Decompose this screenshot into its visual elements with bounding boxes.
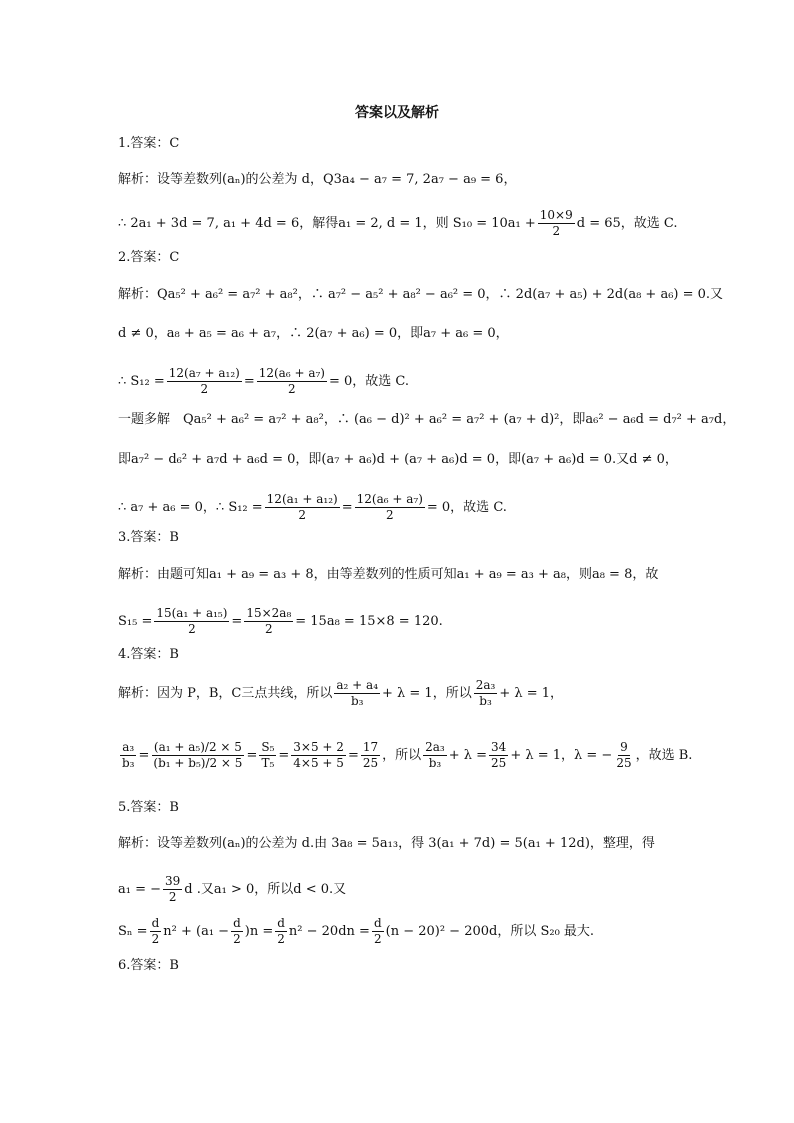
fraction: [334, 678, 380, 709]
denominator: 2: [373, 932, 382, 946]
q2-line5: [118, 450, 694, 470]
numerator: 12(a₁ + a₁₂): [266, 492, 338, 506]
solution-text: ∴ a₇ + a₆ = 0，∴ S₁₂ =: [118, 499, 263, 515]
answer-text: 3.答案：B: [118, 530, 179, 545]
solution-text: ∴ S₁₂ =: [118, 373, 165, 389]
q4-line2: [118, 740, 694, 771]
fraction: [244, 606, 293, 637]
numerator: 34: [491, 740, 507, 754]
denominator: 2: [233, 932, 241, 946]
q2-answer: [118, 248, 694, 268]
equals-sign: =: [138, 747, 150, 763]
solution-text: 一题多解 Qa₅² + a₆² = a₇² + a₈²，∴ (a₆ − d)² + a₆² = a₇² + (a₇ + d)²，即a₆² − a₆d = d₇² + a₇d，: [118, 412, 736, 427]
q5-answer: [118, 798, 694, 818]
denominator: 2: [200, 382, 209, 396]
q4-answer: [118, 645, 694, 665]
denominator: b₃: [428, 756, 442, 770]
denominator: b₃: [479, 694, 492, 708]
solution-text: 解析：由题可知a₁ + a₉ = a₃ + 8，由等差数列的性质可知a₁ + a₉ = a₃ + a₈，则a₈ = 8，故: [118, 567, 659, 582]
page-title: 答案以及解析: [355, 105, 439, 121]
answer-text: 4.答案：B: [118, 647, 179, 662]
denominator: 2: [552, 224, 561, 238]
numerator: 2a₃: [475, 678, 496, 692]
numerator: S₅: [261, 740, 275, 754]
fraction: [151, 740, 244, 771]
denominator: 2: [168, 890, 177, 904]
denominator: 25: [616, 756, 632, 770]
equals-sign: =: [243, 373, 255, 389]
fraction: [489, 740, 508, 771]
q1-line1: [118, 170, 694, 190]
fraction: [361, 740, 380, 771]
denominator: 25: [491, 756, 507, 770]
solution-text: (n − 20)² − 200d，所以 S₂₀ 最大.: [385, 923, 595, 939]
numerator: d: [373, 916, 382, 930]
q2-line3: [118, 366, 694, 397]
q6-answer: [118, 956, 694, 976]
equals-sign: =: [231, 613, 243, 629]
q2-line6: [118, 492, 694, 523]
numerator: d: [233, 916, 241, 930]
solution-text: d = 65，故选 C.: [576, 215, 678, 231]
q3-line2: [118, 606, 694, 637]
fraction: [163, 874, 182, 905]
fraction: [614, 740, 633, 771]
numerator: 39: [165, 874, 181, 888]
solution-text: d .又a₁ > 0，所以d < 0.又: [184, 881, 347, 897]
fraction: [538, 208, 575, 239]
q1-answer: [118, 134, 694, 154]
denominator: 2: [288, 382, 296, 396]
solution-text: ∴ 2a₁ + 3d = 7, a₁ + 4d = 6，解得a₁ = 2, d = 1，则 S₁₀ = 10a₁ +: [118, 215, 536, 231]
numerator: 17: [362, 740, 379, 754]
solution-text: ，所以: [382, 747, 422, 763]
fraction: [265, 492, 340, 523]
fraction: [474, 678, 498, 709]
numerator: 10×9: [539, 208, 573, 222]
solution-text: S₁₅ =: [118, 613, 153, 629]
q4-line1: [118, 678, 694, 709]
solution-text: a₁ = −: [118, 881, 162, 897]
solution-text: + λ = 1，λ = −: [510, 747, 613, 763]
q2-line4: [118, 410, 736, 430]
denominator: b₃: [350, 694, 364, 708]
q2-line2: [118, 324, 694, 344]
numerator: 12(a₆ + a₇): [258, 366, 325, 380]
q5-line2: [118, 874, 694, 905]
denominator: 4×5 + 5: [293, 756, 344, 770]
solution-text: 解析：因为 P，B，C三点共线，所以: [118, 685, 333, 701]
solution-text: 解析：Qa₅² + a₆² = a₇² + a₈²，∴ a₇² − a₅² + a₈² − a₆² = 0，∴ 2d(a₇ + a₅) + 2d(a₈ + a₆) = 0.又: [118, 287, 724, 302]
numerator: d: [277, 916, 285, 930]
numerator: a₂ + a₄: [336, 678, 379, 692]
numerator: a₃: [122, 740, 135, 754]
solution-text: d ≠ 0，a₈ + a₅ = a₆ + a₇，∴ 2(a₇ + a₆) = 0，即a₇ + a₆ = 0，: [118, 326, 509, 341]
fraction: [372, 916, 384, 947]
equals-sign: =: [278, 747, 290, 763]
solution-text: 解析：设等差数列(aₙ)的公差为 d.由 3a₈ = 5a₁₃，得 3(a₁ + 7d) = 5(a₁ + 12d)，整理，得: [118, 836, 655, 851]
fraction: [231, 916, 243, 947]
fraction: [257, 366, 327, 397]
solution-text: n² + (a₁ −: [163, 923, 230, 939]
solution-text: 解析：设等差数列(aₙ)的公差为 d，Q3a₄ − a₇ = 7, 2a₇ − a₉ = 6，: [118, 172, 517, 187]
fraction: [167, 366, 242, 397]
equals-sign: =: [347, 747, 359, 763]
solution-text: ，故选 B.: [635, 747, 693, 763]
fraction: [259, 740, 276, 771]
numerator: d: [151, 916, 160, 930]
denominator: 2: [188, 622, 196, 636]
denominator: b₃: [122, 756, 135, 770]
q3-line1: [118, 565, 694, 585]
q1-line2: [118, 208, 694, 239]
solution-text: + λ = 1，: [499, 685, 564, 701]
solution-text: Sₙ =: [118, 923, 148, 939]
numerator: 15(a₁ + a₁₅): [156, 606, 228, 620]
denominator: 2: [277, 932, 285, 946]
denominator: 2: [298, 508, 307, 522]
solution-text: = 15a₈ = 15×8 = 120.: [295, 613, 443, 629]
fraction: [291, 740, 346, 771]
answer-text: 5.答案：B: [118, 800, 179, 815]
fraction: [120, 740, 137, 771]
denominator: 25: [362, 756, 379, 770]
answer-text: 2.答案：C: [118, 250, 180, 265]
fraction: [355, 492, 425, 523]
fraction: [275, 916, 287, 947]
numerator: 9: [620, 740, 628, 754]
fraction: [154, 606, 229, 637]
fraction: [150, 916, 162, 947]
numerator: 3×5 + 2: [293, 740, 344, 754]
solution-text: + λ =: [448, 747, 488, 763]
q5-line3: [118, 916, 694, 947]
q3-answer: [118, 528, 694, 548]
solution-text: 即a₇² − d₆² + a₇d + a₆d = 0，即(a₇ + a₆)d + (a₇ + a₆)d = 0，即(a₇ + a₆)d = 0.又d ≠ 0，: [118, 452, 678, 467]
q2-line1: [118, 285, 724, 305]
solution-text: = 0，故选 C.: [328, 373, 410, 389]
solution-text: n² − 20dn =: [288, 923, 370, 939]
solution-text: )n =: [244, 923, 274, 939]
denominator: 2: [264, 622, 273, 636]
fraction: [423, 740, 447, 771]
numerator: 12(a₆ + a₇): [356, 492, 423, 506]
equals-sign: =: [341, 499, 353, 515]
answer-text: 1.答案：C: [118, 136, 180, 151]
equals-sign: =: [246, 747, 258, 763]
solution-text: = 0，故选 C.: [426, 499, 507, 515]
denominator: 2: [385, 508, 394, 522]
answer-text: 6.答案：B: [118, 958, 179, 973]
solution-text: + λ = 1，所以: [382, 685, 472, 701]
q5-line1: [118, 834, 694, 854]
numerator: (a₁ + a₅)/2 × 5: [153, 740, 242, 754]
numerator: 15×2a₈: [246, 606, 292, 620]
numerator: 2a₃: [425, 740, 445, 754]
numerator: 12(a₇ + a₁₂): [168, 366, 240, 380]
denominator: (b₁ + b₅)/2 × 5: [153, 756, 243, 770]
denominator: 2: [151, 932, 160, 946]
denominator: T₅: [261, 756, 275, 770]
